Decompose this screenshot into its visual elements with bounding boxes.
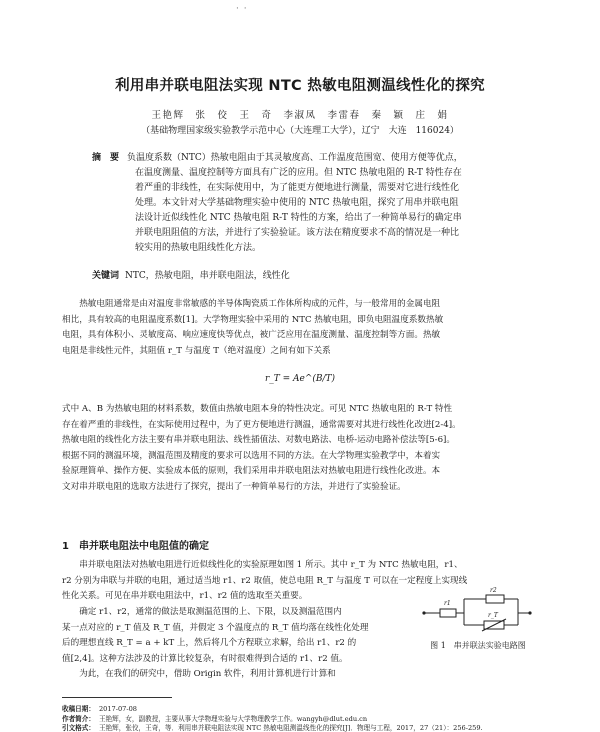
narrow-line: 值[2,4]。这种方法涉及的计算比较复杂，有时很难得到合适的 r1、r2 值。 bbox=[62, 653, 348, 664]
author-list: 王艳辉 张 佼 王 奇 李淑凤 李雷春 秦 颖 庄 娟 bbox=[151, 110, 449, 121]
abstract-line: 并联电阻阻值的方法，并进行了实验验证。该方法在精度要求不高的情况是一种比 bbox=[135, 228, 460, 238]
intro-line: 相比，具有较高的电阻温度系数[1]。大学物理实验中采用的 NTC 热敏电阻，即负电阻温度系数热敏 bbox=[62, 314, 444, 325]
intro-paragraph bbox=[62, 297, 530, 359]
abstract-line: 着严重的非线性，在实际使用中，为了能更方便地进行测量，需要对它进行线性化 bbox=[135, 183, 460, 193]
body-line: 存在着严重的非线性，在实际使用过程中，为了更方便地进行测温，通常需要对其进行线性化改进[2-4]。 bbox=[62, 419, 461, 430]
section-line: r2 分别为串联与并联的电阻，通过适当地 r1、r2 取值，使总电阻 R_T 与温度 T 可以在一定程度上实现线 bbox=[62, 575, 468, 586]
footnote-label: 收稿日期： bbox=[62, 705, 95, 713]
intro-line: 电阻，具有体积小、灵敏度高、响应速度快等优点，被广泛应用在温度测量、温度控制等方面。热敏 bbox=[62, 330, 441, 341]
terminal-left bbox=[422, 611, 425, 614]
body-line: 验原理简单、操作方便、实验成本低的原则，我们采用串并联电阻法对热敏电阻进行线性化改进。本 bbox=[62, 466, 441, 477]
abstract-line: 较实用的热敏电阻线性化方法。 bbox=[135, 243, 262, 253]
abstract-line: 处理。本文针对大学基础物理实验中使用的 NTC 热敏电阻，探究了用串并联电阻 bbox=[135, 198, 459, 208]
label-r2: r2 bbox=[490, 587, 497, 594]
intro-line: 电阻是非线性元件，其阻值 r_T 与温度 T（绝对温度）之间有如下关系 bbox=[62, 345, 331, 356]
paper-title: 利用串并联电阻法实现 NTC 热敏电阻测温线性化的探究 bbox=[115, 78, 485, 94]
last-paragraph: 为此，在我们的研究中，借助 Origin 软件，利用计算机进行计算和 bbox=[79, 669, 336, 679]
abstract bbox=[92, 151, 522, 256]
series-resistor bbox=[440, 609, 456, 617]
footnote-text: 王艳辉，张佼，王奇，等．利用串并联电阻法实现 NTC 热敏电阻测温线性化的探究[J]．物理与工程，2017，27（21）：256-259. bbox=[98, 724, 483, 732]
footnote-received bbox=[62, 703, 562, 713]
body-line: 文对串并联电阻的选取方法进行了探究，提出了一种简单易行的方法，并进行了实验验证。 bbox=[62, 481, 406, 492]
narrow-line: 后的理想直线 R_T = a + kT 上，然后将几个方程联立求解，给出 r1、r2 的 bbox=[62, 638, 357, 649]
label-r1: r1 bbox=[444, 600, 451, 607]
parallel-resistor bbox=[486, 595, 504, 603]
label-rt: r_T bbox=[488, 612, 498, 619]
narrow-line: 确定 r1、r2，通常的做法是取测温范围的上、下限，以及测温范围内 bbox=[79, 607, 342, 617]
intro-line: 热敏电阻通常是由对温度非常敏感的半导体陶瓷质工作体所构成的元件，与一般常用的金属电阻 bbox=[79, 299, 441, 309]
section-number: 1 bbox=[62, 541, 69, 552]
keywords-label: 关键词 bbox=[92, 271, 120, 281]
narrow-paragraph bbox=[62, 605, 402, 667]
section-line: 性化关系。可见在串并联电阻法中，r1、r2 值的选取至关重要。 bbox=[62, 591, 308, 602]
body-line: 热敏电阻的线性化方法主要有串并联电阻法、线性插值法、对数电路法、电桥-运动电路补偿法等[5-6]。 bbox=[62, 435, 455, 446]
section-title: 串并联电阻法中电阻值的确定 bbox=[78, 541, 209, 552]
scan-marks: · · bbox=[236, 4, 248, 14]
abstract-line: 在温度测量、温度控制等方面具有广泛的应用。但 NTC 热敏电阻的 R-T 特性存在 bbox=[135, 168, 462, 178]
footnote-rule bbox=[62, 697, 172, 698]
body-line: 式中 A、B 为热敏电阻的材料系数，数值由热敏电阻本身的特性决定。可见 NTC 热敏电阻的 R-T 特性 bbox=[62, 404, 453, 414]
body-paragraph bbox=[62, 402, 530, 496]
terminal-right bbox=[528, 611, 531, 614]
equation: r_T = Ae^(B/T) bbox=[264, 374, 336, 384]
narrow-line: 某一点对应的 r_T 值及 R_T 值，并假定 3 个温度点的 R_T 值均落在线性化处理 bbox=[62, 622, 369, 633]
footnote-label: 引文格式： bbox=[62, 724, 95, 732]
body-line: 根据不同的测温环境，测温范围及精度的要求可以选用不同的方法。在大学物理实验教学中，本着实 bbox=[62, 450, 441, 461]
abstract-label: 摘 要 bbox=[92, 153, 120, 163]
section-line: 串并联电阻法对热敏电阻进行近似线性化的实验原理如图 1 所示。其中 r_T 为 NTC 热敏电阻，r1、 bbox=[79, 560, 463, 570]
abstract-line bbox=[92, 151, 522, 166]
figure-caption: 图 1 串并联法实验电路图 bbox=[430, 641, 526, 650]
keywords bbox=[92, 268, 522, 281]
affiliation: （基础物理国家级实验教学示范中心（大连理工大学），辽宁 大连 116024） bbox=[141, 126, 459, 136]
footnote-text: 王艳辉，女，副教授，主要从事大学物理实验与大学物理教学工作。wangyh@dlut.edu.cn bbox=[98, 715, 368, 723]
footnote-label: 作者简介： bbox=[62, 715, 95, 723]
abstract-line: 法设计近似线性化 NTC 热敏电阻 R-T 特性的方案，给出了一种简单易行的确定串 bbox=[135, 213, 462, 223]
footnote-text: 2017-07-08 bbox=[98, 705, 137, 713]
abstract-text: 负温度系数（NTC）热敏电阻由于其灵敏度高、工作温度范围宽、使用方便等优点， bbox=[127, 153, 463, 163]
keywords-text: NTC，热敏电阻，串并联电阻法，线性化 bbox=[125, 271, 290, 281]
circuit-diagram bbox=[420, 585, 532, 635]
section-heading bbox=[62, 537, 219, 552]
